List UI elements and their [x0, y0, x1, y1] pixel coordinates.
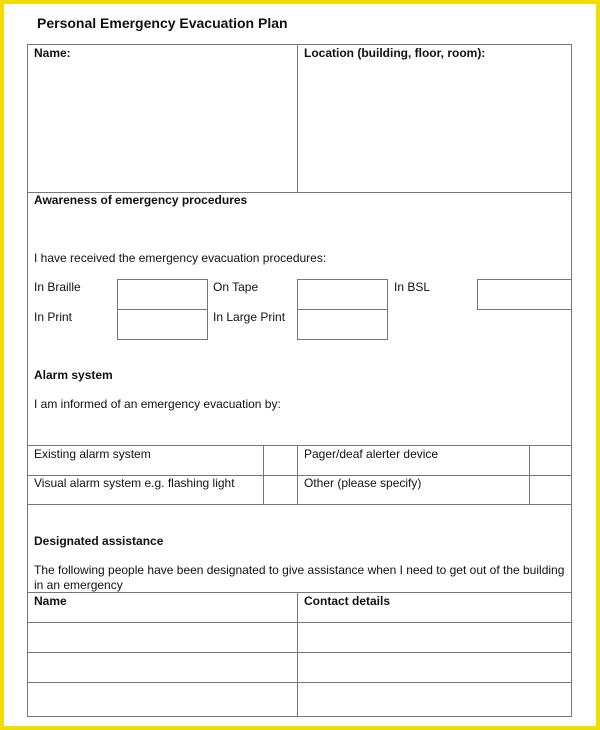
assistance-contact-cell[interactable] — [299, 654, 569, 681]
format-braille-checkbox[interactable] — [117, 279, 208, 310]
format-print-label: In Print — [34, 310, 73, 324]
assistance-name-cell[interactable] — [29, 684, 295, 715]
form-border-bottom — [27, 716, 572, 717]
format-braille-label: In Braille — [34, 280, 81, 294]
form-border-right — [571, 44, 572, 717]
assistance-row-line-1 — [27, 622, 572, 623]
alarm-visual-label: Visual alarm system e.g. flashing light — [34, 476, 235, 490]
assistance-contact-cell[interactable] — [299, 684, 569, 715]
name-location-divider — [297, 44, 298, 192]
alarm-col-divider-2 — [297, 445, 298, 505]
alarm-table-top — [27, 445, 572, 446]
form-border-top — [27, 44, 572, 45]
location-field[interactable] — [299, 62, 569, 190]
format-bsl-label: In BSL — [394, 280, 431, 294]
assistance-name-cell[interactable] — [29, 624, 295, 651]
assistance-table-top — [27, 592, 572, 593]
format-tape-checkbox[interactable] — [297, 279, 388, 310]
alarm-pager-label: Pager/deaf alerter device — [304, 447, 439, 461]
format-print-checkbox[interactable] — [117, 309, 208, 340]
alarm-other-label: Other (please specify) — [304, 476, 422, 490]
alarm-heading: Alarm system — [34, 368, 113, 382]
page-title: Personal Emergency Evacuation Plan — [37, 15, 288, 31]
alarm-pager-checkbox[interactable] — [530, 446, 571, 475]
assistance-row-line-2 — [27, 652, 572, 653]
awareness-heading: Awareness of emergency procedures — [34, 193, 248, 207]
location-label: Location (building, floor, room): — [304, 46, 486, 60]
form-border-left — [27, 44, 28, 717]
alarm-visual-checkbox[interactable] — [264, 476, 297, 504]
format-large-print-label: In Large Print — [213, 310, 286, 324]
alarm-existing-label: Existing alarm system — [34, 447, 151, 461]
alarm-other-checkbox[interactable] — [530, 476, 571, 504]
format-tape-label: On Tape — [213, 280, 259, 294]
format-bsl-checkbox[interactable] — [477, 279, 572, 310]
alarm-statement: I am informed of an emergency evacuation by: — [34, 397, 281, 411]
alarm-table-bottom — [27, 504, 572, 505]
assistance-name-header: Name — [34, 594, 67, 608]
name-field[interactable] — [29, 62, 295, 190]
assistance-name-cell[interactable] — [29, 654, 295, 681]
assistance-col-divider — [297, 592, 298, 717]
name-label: Name: — [34, 46, 71, 60]
alarm-existing-checkbox[interactable] — [264, 446, 297, 475]
awareness-statement: I have received the emergency evacuation procedures: — [34, 251, 327, 265]
assistance-contact-header: Contact details — [304, 594, 391, 608]
assistance-statement: The following people have been designated to give assistance when I need to get out of the building in an emergency — [34, 563, 565, 592]
assistance-row-line-3 — [27, 682, 572, 683]
format-large-print-checkbox[interactable] — [297, 309, 388, 340]
assistance-contact-cell[interactable] — [299, 624, 569, 651]
assistance-heading: Designated assistance — [34, 534, 164, 548]
form-page — [4, 4, 596, 726]
